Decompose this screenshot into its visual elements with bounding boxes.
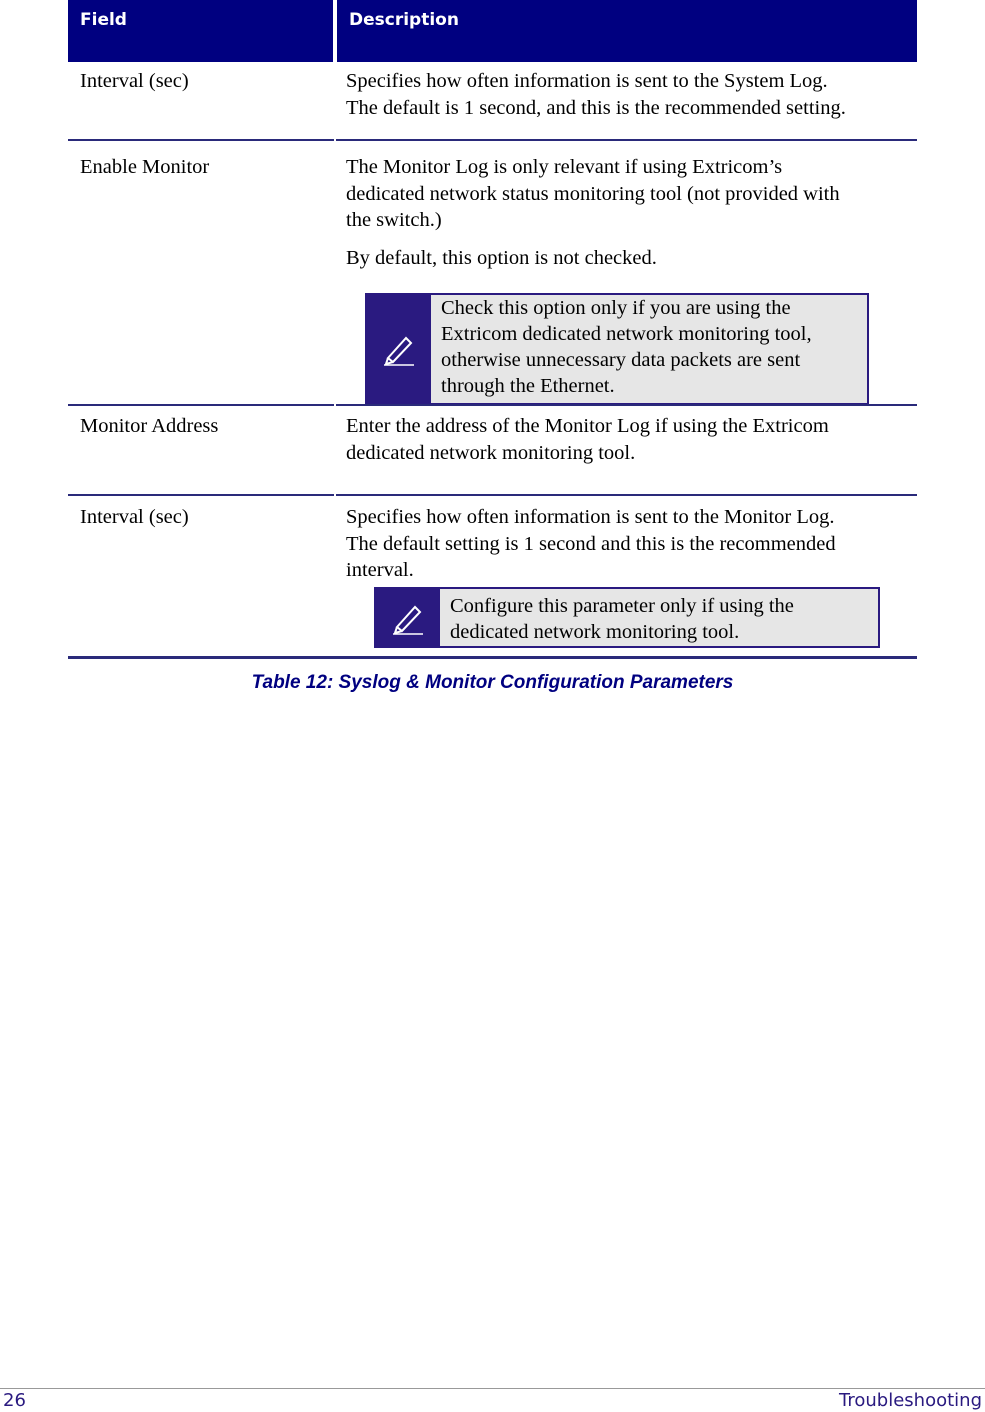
row-3-description: Enter the address of the Monitor Log if using the Extricom dedicated network monitoring tool. (346, 415, 829, 464)
note-box (374, 587, 880, 648)
row-1-field: Interval (sec) (80, 70, 189, 92)
note-text: Check this option only if you are using the Extricom dedicated network monitoring tool, otherwise unnecessary data packets are sent through the Ethernet. (441, 297, 812, 397)
row-divider (68, 404, 334, 406)
pencil-note-icon (376, 589, 440, 646)
row-divider (336, 494, 917, 496)
header-field: Field (68, 0, 333, 62)
row-divider (68, 139, 334, 141)
note-box (365, 293, 869, 405)
row-divider (336, 404, 917, 406)
section-title: Troubleshooting (839, 1390, 982, 1411)
table-bottom-rule (68, 656, 917, 659)
row-4-description: Specifies how often information is sent to the Monitor Log. The default setting is 1 second and this is the recommended interval. (346, 506, 836, 581)
row-divider (336, 139, 917, 141)
page-number: 26 (3, 1390, 26, 1411)
row-1-description: Specifies how often information is sent to the System Log. The default is 1 second, and this is the recommended setting. (346, 70, 846, 119)
header-description: Description (337, 0, 917, 62)
pencil-note-icon (367, 295, 431, 403)
row-3-field: Monitor Address (80, 415, 219, 437)
row-2-description: The Monitor Log is only relevant if using Extricom’s dedicated network status monitoring tool (not provided with the switch.) By default, this option is not checked. (346, 156, 840, 269)
row-divider (68, 494, 334, 496)
table-caption: Table 12: Syslog & Monitor Configuration Parameters (251, 672, 734, 693)
row-2-field: Enable Monitor (80, 156, 210, 178)
note-text: Configure this parameter only if using the dedicated network monitoring tool. (450, 595, 794, 643)
row-4-field: Interval (sec) (80, 506, 189, 528)
footer-divider (0, 1388, 985, 1389)
